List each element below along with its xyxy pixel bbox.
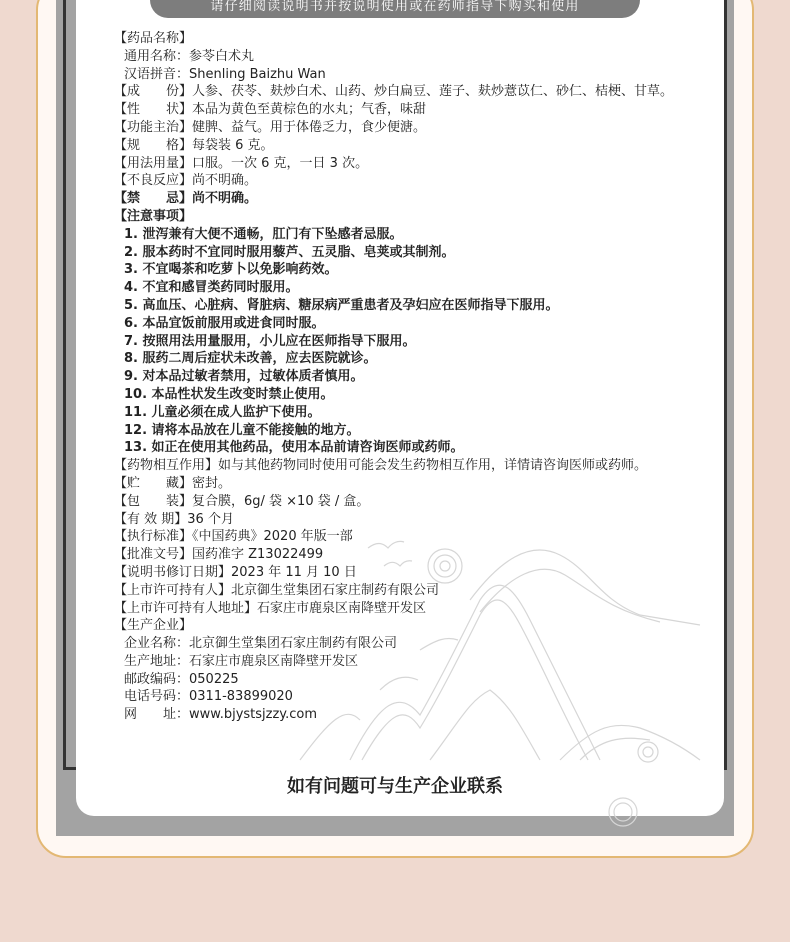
contraindications: 【禁 忌】尚不明确。 [114,191,258,207]
adverse-reactions: 【不良反应】尚不明确。 [114,173,258,189]
precaution-item: 12. 请将本品放在儿童不能接触的地方。 [124,422,360,438]
website: 网 址：www.bjystsjzzy.com [124,707,318,723]
appearance: 【性 状】本品为黄色至黄棕色的水丸；气香，味甜 [114,102,427,118]
revision-date: 【说明书修订日期】2023 年 11 月 10 日 [114,564,357,580]
precaution-item: 10. 本品性状发生改变时禁止使用。 [124,386,334,402]
indications: 【功能主治】健脾、益气。用于体倦乏力，食少便溏。 [114,119,427,135]
specification: 【规 格】每袋装 6 克。 [114,137,274,153]
drug-interactions: 【药物相互作用】如与其他药物同时使用可能会发生药物相互作用，详情请咨询医师或药师。 [114,458,648,474]
section-precautions: 【注意事项】 [114,208,193,224]
approval-number: 【批准文号】国药准字 Z13022499 [114,547,324,563]
contact-note: 如有问题可与生产企业联系 [287,776,503,797]
pinyin-name: 汉语拼音：Shenling Baizhu Wan [124,66,326,82]
packaging: 【包 装】复合膜，6g/ 袋 ×10 袋 / 盒。 [114,493,370,509]
manufacturer-address: 生产地址：石家庄市鹿泉区南降壁开发区 [124,653,359,669]
license-holder: 【上市许可持有人】北京御生堂集团石家庄制药有限公司 [114,582,440,598]
precaution-item: 9. 对本品过敏者禁用，过敏体质者慎用。 [124,369,364,385]
storage: 【贮 藏】密封。 [114,475,232,491]
leaflet-content [114,30,714,724]
manufacturer-name: 企业名称：北京御生堂集团石家庄制药有限公司 [124,636,398,652]
precaution-item: 7. 按照用法用量服用，小儿应在医师指导下服用。 [124,333,416,349]
section-drug-name: 【药品名称】 [114,31,193,46]
generic-name: 通用名称：参苓白术丸 [124,48,255,64]
section-manufacturer: 【生产企业】 [114,618,193,634]
phone-number: 电话号码：0311-83899020 [124,689,293,705]
precaution-item: 2. 服本药时不宜同时服用藜芦、五灵脂、皂荚或其制剂。 [124,244,455,260]
precaution-item: 1. 泄泻兼有大便不通畅，肛门有下坠感者忌服。 [124,226,403,242]
shelf-life: 【有 效 期】36 个月 [114,511,234,527]
postal-code: 邮政编码：050225 [124,671,239,687]
standard: 【执行标准】《中国药典》2020 年版一部 [114,529,353,545]
ingredients: 【成 份】人参、茯苓、麸炒白术、山药、炒白扁豆、莲子、麸炒薏苡仁、砂仁、桔梗、甘草。 [114,84,674,100]
usage-warning-banner: 请仔细阅读说明书并按说明使用或在药师指导下购买和使用 [150,0,640,18]
precaution-item: 13. 如正在使用其他药品，使用本品前请咨询医师或药师。 [124,440,464,456]
precaution-item: 4. 不宜和感冒类药同时服用。 [124,280,299,296]
precaution-item: 11. 儿童必须在成人监护下使用。 [124,404,321,420]
precaution-item: 6. 本品宜饭前服用或进食同时服。 [124,315,325,331]
precaution-item: 3. 不宜喝茶和吃萝卜以免影响药效。 [124,262,338,278]
dosage: 【用法用量】口服。一次 6 克，一日 3 次。 [114,155,369,171]
precaution-item: 8. 服药二周后症状未改善，应去医院就诊。 [124,351,377,367]
precaution-item: 5. 高血压、心脏病、肾脏病、糖尿病严重患者及孕妇应在医师指导下服用。 [124,297,559,313]
license-holder-address: 【上市许可持有人地址】石家庄市鹿泉区南降壁开发区 [114,600,427,616]
